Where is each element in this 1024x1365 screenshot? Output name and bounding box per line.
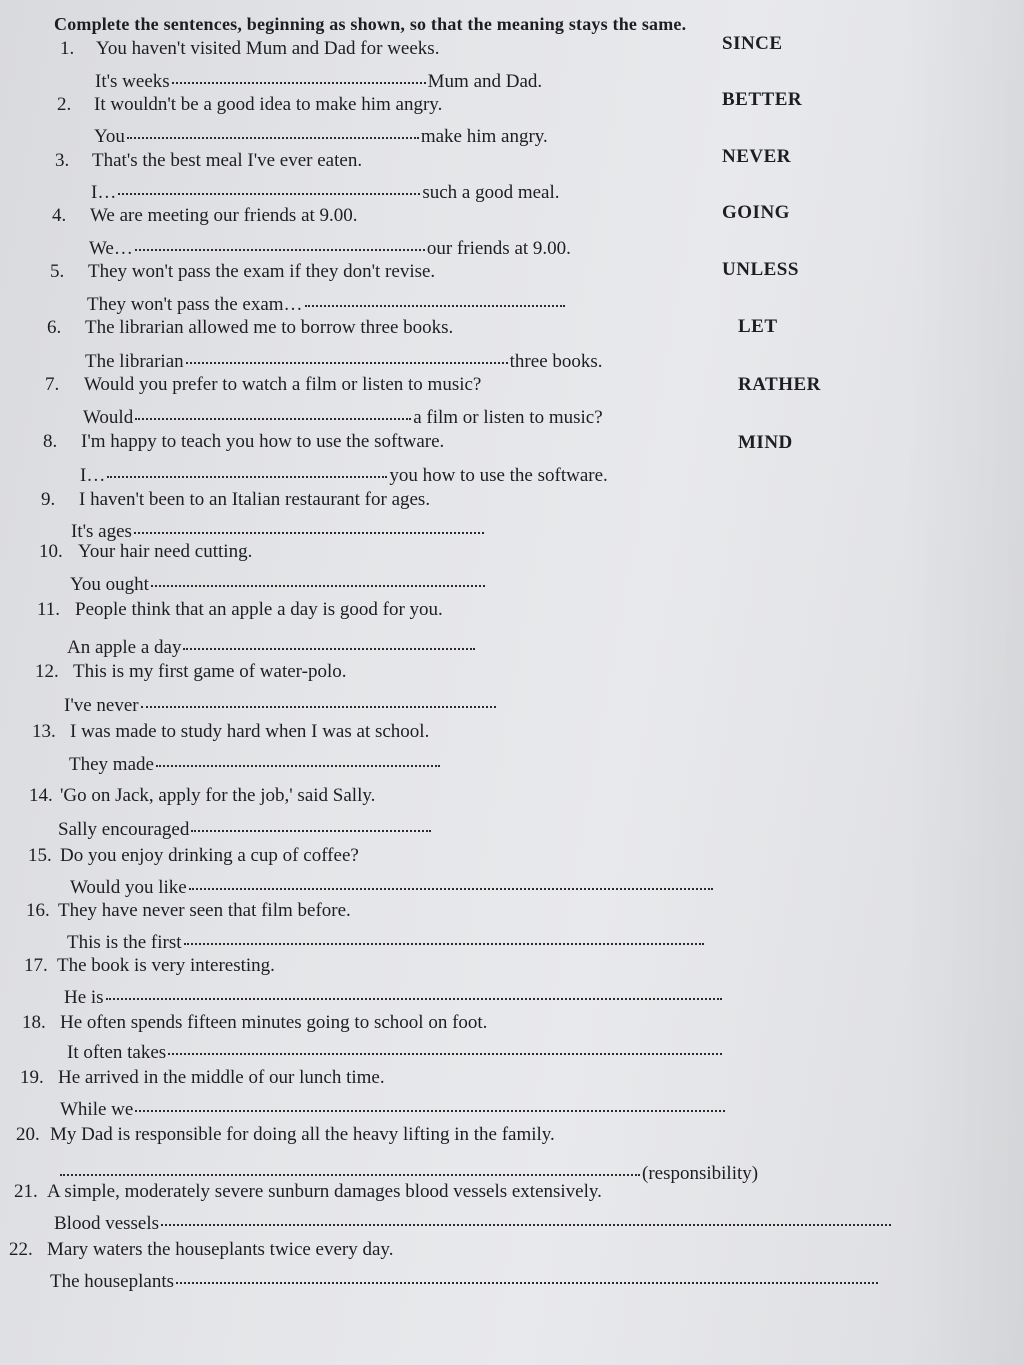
answer-line-14[interactable]: Sally encouraged — [58, 814, 433, 841]
keyword-3: NEVER — [722, 146, 792, 167]
question-21: 21. A simple, moderately severe sunburn damages blood vessels extensively. — [14, 1181, 602, 1202]
question-10: 10. Your hair need cutting. — [39, 541, 253, 562]
answer-line-3[interactable]: I… such a good meal. — [91, 177, 560, 204]
answer-line-18[interactable]: It often takes — [67, 1037, 724, 1064]
question-12: 12. This is my first game of water-polo. — [35, 661, 347, 682]
answer-line-11[interactable]: An apple a day — [67, 632, 477, 659]
keyword-4: GOING — [722, 202, 790, 223]
keyword-2: BETTER — [722, 89, 803, 110]
question-5: 5. They won't pass the exam if they don't revise. — [50, 261, 436, 282]
answer-line-21[interactable]: Blood vessels — [54, 1208, 893, 1235]
question-11: 11. People think that an apple a day is good for you. — [37, 599, 443, 620]
question-14: 14. 'Go on Jack, apply for the job,' said Sally. — [29, 785, 376, 806]
question-18: 18. He often spends fifteen minutes going to school on foot. — [22, 1012, 488, 1033]
question-4: 4. We are meeting our friends at 9.00. — [52, 205, 358, 226]
question-15: 15. Do you enjoy drinking a cup of coffee? — [28, 845, 359, 866]
keyword-8: MIND — [738, 432, 793, 453]
answer-line-7[interactable]: Would a film or listen to music? — [83, 402, 603, 429]
question-13: 13. I was made to study hard when I was at school. — [32, 721, 430, 742]
answer-line-13[interactable]: They made — [69, 749, 442, 776]
question-22: 22. Mary waters the houseplants twice every day. — [9, 1239, 394, 1260]
page-shadow — [904, 0, 1024, 1365]
answer-line-9[interactable]: It's ages — [71, 516, 486, 543]
keyword-5: UNLESS — [722, 259, 799, 280]
answer-line-6[interactable]: The librarian three books. — [85, 346, 603, 373]
question-3: 3. That's the best meal I've ever eaten. — [55, 150, 363, 171]
question-6: 6. The librarian allowed me to borrow three books. — [47, 317, 454, 338]
instruction-heading: Complete the sentences, beginning as shown, so that the meaning stays the same. — [54, 14, 687, 34]
answer-line-19[interactable]: While we — [60, 1094, 727, 1121]
answer-line-1[interactable]: It's weeks Mum and Dad. — [95, 66, 542, 93]
question-2: 2. It wouldn't be a good idea to make him angry. — [57, 94, 443, 115]
answer-line-22[interactable]: The houseplants — [50, 1266, 880, 1293]
question-7: 7. Would you prefer to watch a film or listen to music? — [45, 374, 482, 395]
question-16: 16. They have never seen that film before. — [26, 900, 351, 921]
question-20: 20. My Dad is responsible for doing all the heavy lifting in the family. — [16, 1124, 555, 1145]
keyword-1: SINCE — [722, 33, 783, 54]
answer-line-16[interactable]: This is the first — [67, 927, 706, 954]
answer-line-10[interactable]: You ought — [70, 569, 487, 596]
answer-line-20[interactable]: (responsibility) — [58, 1158, 758, 1185]
answer-line-12[interactable]: I've never — [64, 690, 498, 717]
question-17: 17. The book is very interesting. — [24, 955, 275, 976]
answer-line-5[interactable]: They won't pass the exam… — [87, 289, 567, 316]
answer-line-15[interactable]: Would you like — [70, 872, 715, 899]
answer-line-4[interactable]: We… our friends at 9.00. — [89, 233, 571, 260]
question-1: 1. You haven't visited Mum and Dad for weeks. — [60, 38, 440, 59]
keyword-7: RATHER — [738, 374, 821, 395]
question-19: 19. He arrived in the middle of our lunch time. — [20, 1067, 385, 1088]
keyword-6: LET — [738, 316, 778, 337]
question-8: 8. I'm happy to teach you how to use the software. — [43, 431, 445, 452]
answer-line-17[interactable]: He is — [64, 982, 724, 1009]
question-9: 9. I haven't been to an Italian restaurant for ages. — [41, 489, 431, 510]
answer-line-8[interactable]: I… you how to use the software. — [80, 460, 608, 487]
answer-line-2[interactable]: You make him angry. — [94, 121, 548, 148]
